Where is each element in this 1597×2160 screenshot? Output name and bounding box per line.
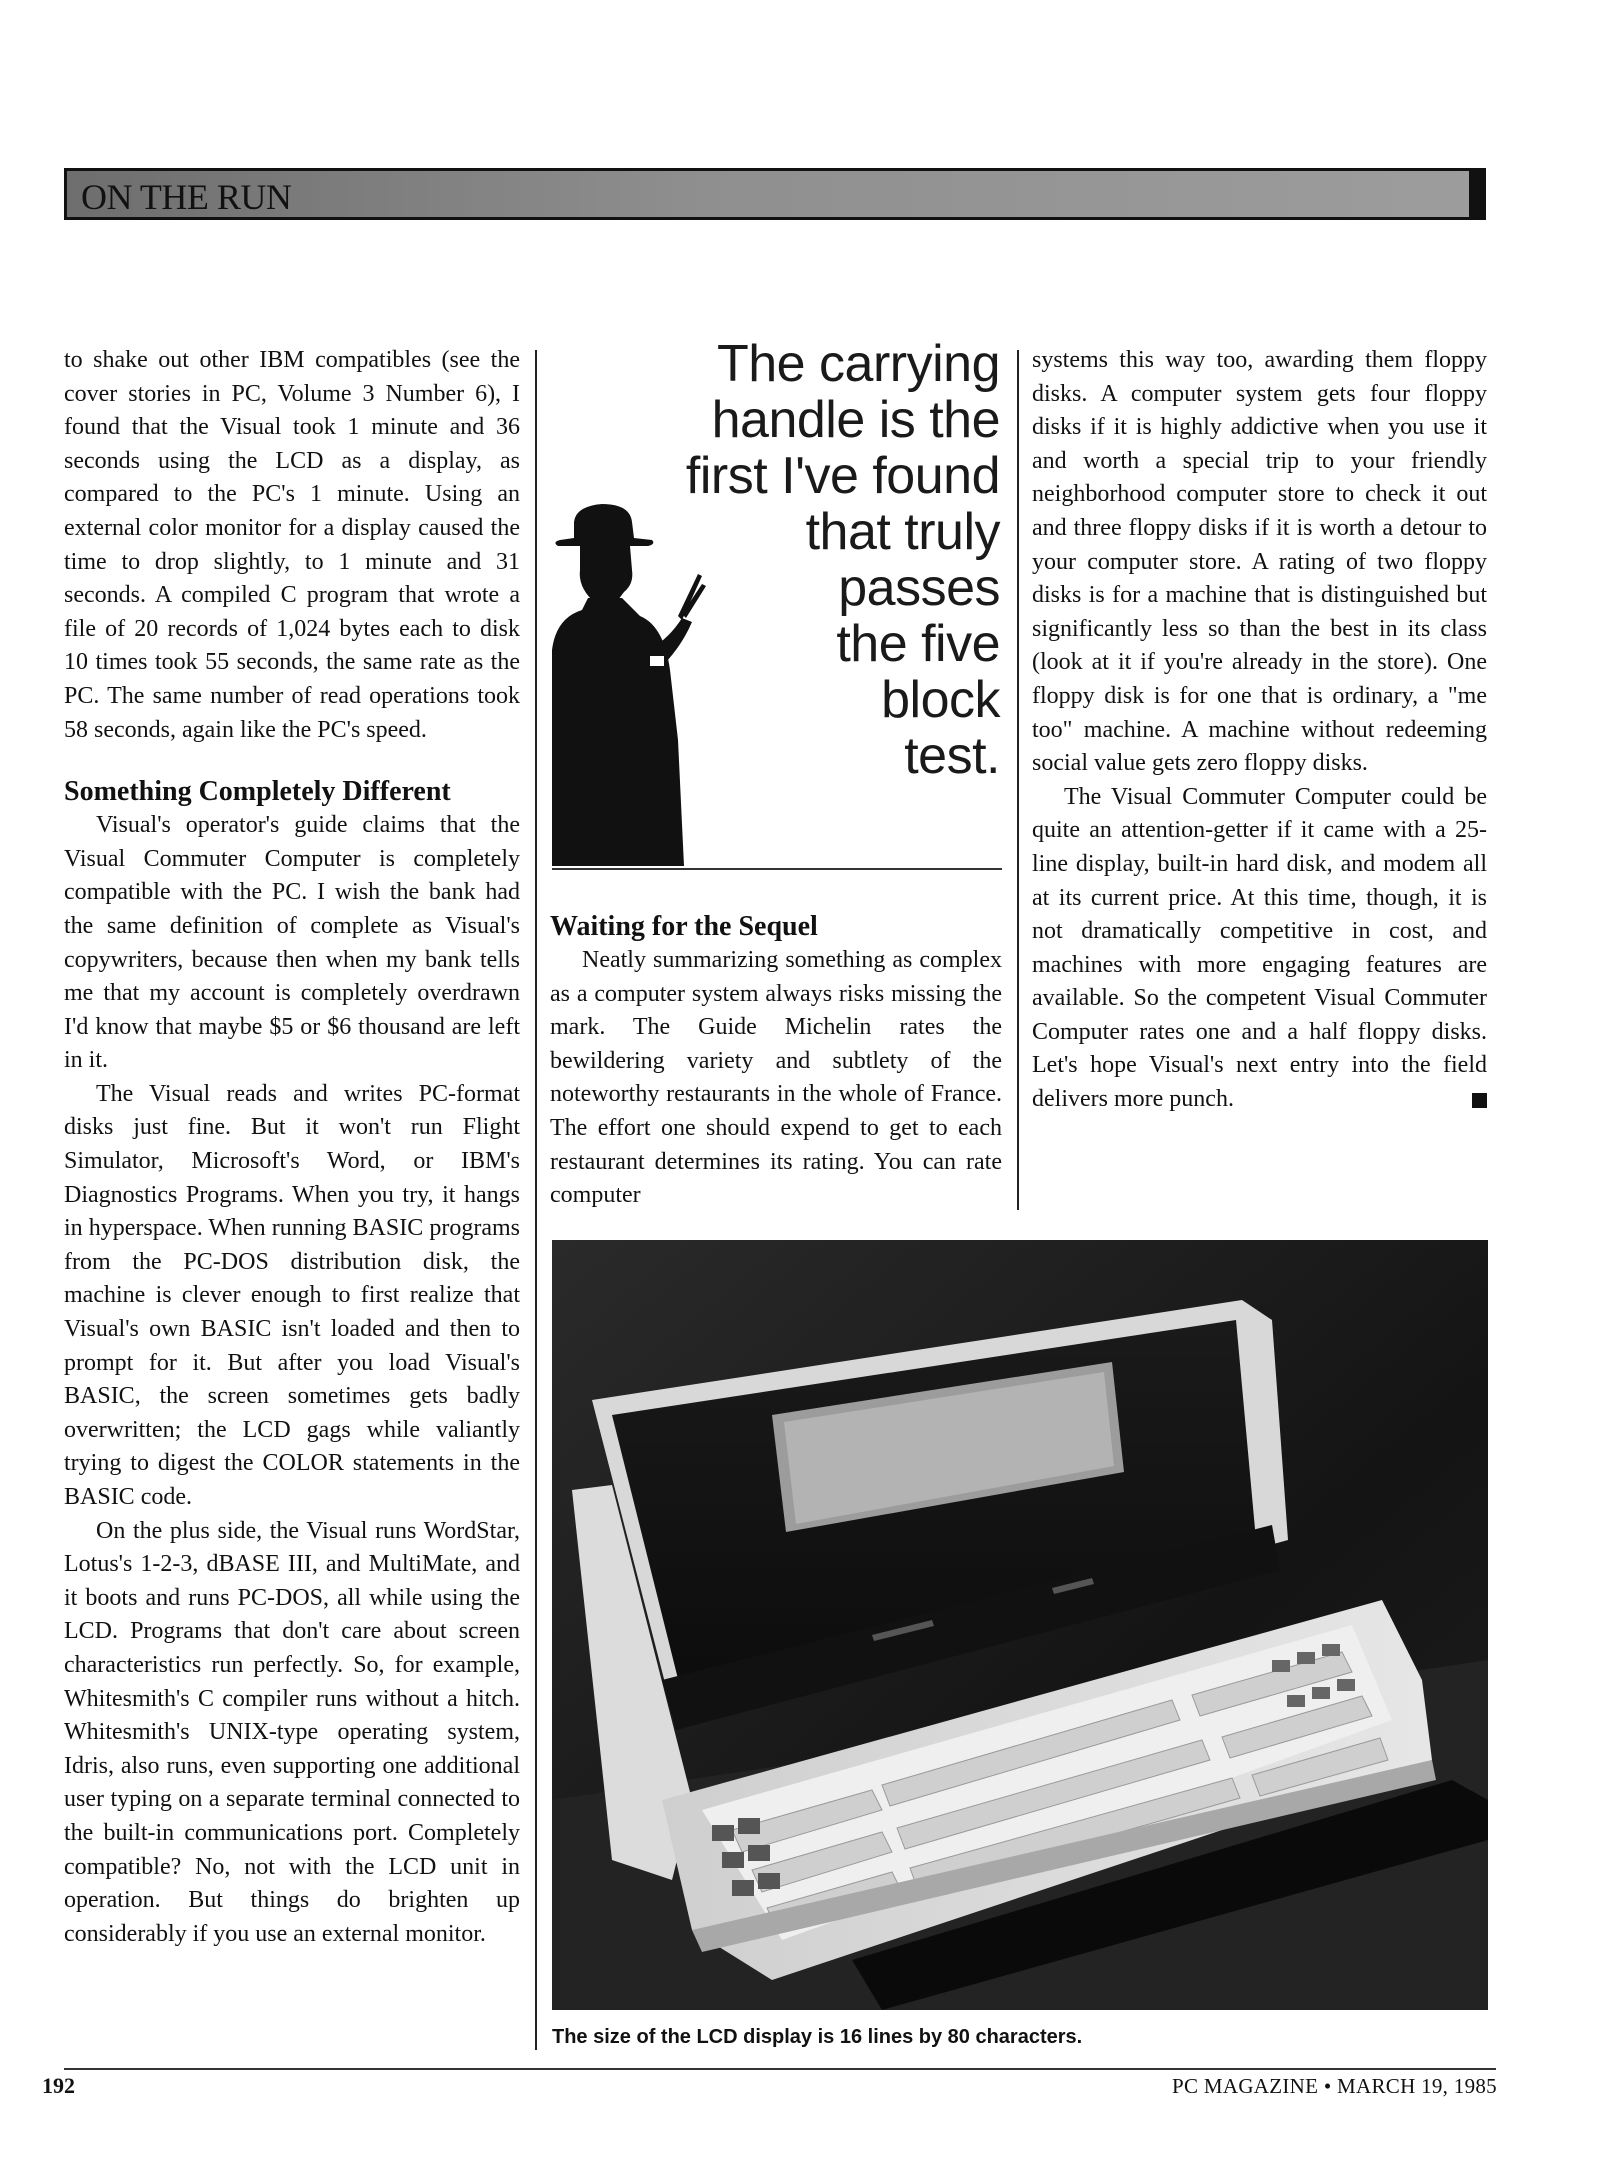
pull-quote-line: block — [881, 671, 1000, 729]
paragraph: to shake out other IBM compatibles (see the cover stories in PC, Volume 3 Number 6), I found that the Visual took 1 minute and 36 seconds using the LCD as a display, as compared to the PC's 1 minute. Using an external color monitor for a display caused the time to drop slightly, to 1 minute and 31 seconds. A compiled C program that wrote a file of 20 records of 1,024 bytes each to disk 10 times took 55 seconds, the same rate as the PC. The same number of read operations took 58 seconds, again like the PC's speed. — [64, 347, 520, 743]
paragraph-text: The Visual Commuter Computer could be quite an attention-getter if it came with a 25-line display, built-in hard disk, and modem all at its current price. At this time, though, it is not dramatically competitive in cost, and machines with more engaging features are available. So the competent Visual Commuter Computer rates one and a half floppy disks. Let's hope Visual's next entry into the field delivers more punch. — [1032, 783, 1487, 1113]
pull-quote-line: The carrying — [717, 335, 1000, 393]
pull-quote-line: the five — [836, 615, 1000, 673]
pull-quote-line: that truly — [805, 503, 1000, 561]
paragraph: The Visual reads and writes PC-format disks just fine. But it won't run Flight Simulator, Microsoft's Word, or IBM's Diagnostics Programs. When you try, it hangs in hyperspace. When running BASIC programs from the PC-DOS distribution disk, the machine is clever enough to first realize that Visual's own BASIC isn't loaded and then to prompt for it. But after you load Visual's BASIC, the screen sometimes gets badly overwritten; the LCD gags while valiantly trying to digest the COLOR statements in the BASIC code. — [64, 1080, 520, 1510]
publication-info: PC MAGAZINE • MARCH 19, 1985 — [1172, 2074, 1497, 2098]
section-header-bar — [64, 168, 1486, 220]
end-of-article-mark — [1472, 1093, 1487, 1108]
section-title: ON THE RUN — [81, 177, 292, 217]
pull-quote-line: first I've found — [685, 447, 1000, 505]
column-divider — [535, 350, 537, 2050]
subheading: Something Completely Different — [64, 776, 451, 808]
page-number: 192 — [42, 2073, 75, 2098]
pull-quote-line: passes — [838, 559, 1000, 617]
subheading: Waiting for the Sequel — [550, 911, 818, 942]
photo-caption: The size of the LCD display is 16 lines by 80 characters. — [552, 2026, 1083, 2048]
pull-quote-line: handle is the — [711, 391, 1000, 449]
paragraph — [1032, 781, 1487, 1117]
paragraph: Visual's operator's guide claims that the Visual Commuter Computer is completely compatible with the PC. I wish the bank had the same definition of complete as Visual's copywriters, because then when my bank tells me that my account is completely overdrawn I'd know that maybe $5 or $6 thousand are left in it. — [64, 812, 520, 1074]
paragraph: On the plus side, the Visual runs WordStar, Lotus's 1-2-3, dBASE III, and MultiMate, and it boots and runs PC-DOS, all while using the LCD. Programs that don't care about screen characteristics run perfectly. So, for example, Whitesmith's C compiler runs without a hitch. Whitesmith's UNIX-type operating system, Idris, also runs, even supporting one additional user typing on a separate terminal connected to the built-in communications port. Completely compatible? No, not with the LCD unit in operation. But things do brighten up considerably if you use an external monitor. — [64, 1517, 520, 1947]
paragraph: systems this way too, awarding them floppy disks. A computer system gets four floppy disks if it is highly addictive when you use it and worth a special trip to your friendly neighborhood computer store to check it out and three floppy disks if it is worth a detour to your computer store. A rating of two floppy disks is for a machine that is distinguished but significantly less so than the best in its class (look at it if you're already in the store). One floppy disk is for one that is ordinary, a "me too" machine. A machine without redeeming social value gets zero floppy disks. — [1032, 347, 1487, 777]
paragraph: Neatly summarizing something as complex as a computer system always risks missing the mark. The Guide Michelin rates the bewildering variety and subtlety of the noteworthy restaurants in the whole of France. The effort one should expend to get to each restaurant determines its rating. You can rate computer — [550, 947, 1002, 1209]
pull-quote-rule — [552, 868, 1002, 870]
pull-quote — [580, 336, 1000, 784]
article-column-left — [64, 344, 520, 1951]
pull-quote-line: test. — [904, 727, 1000, 785]
footer-rule — [64, 2068, 1496, 2070]
portable-computer-photo — [552, 1240, 1488, 2010]
header-accent — [1469, 171, 1483, 217]
article-column-right — [1032, 344, 1487, 1117]
column-divider — [1017, 350, 1019, 1210]
article-column-middle — [550, 910, 1002, 1213]
